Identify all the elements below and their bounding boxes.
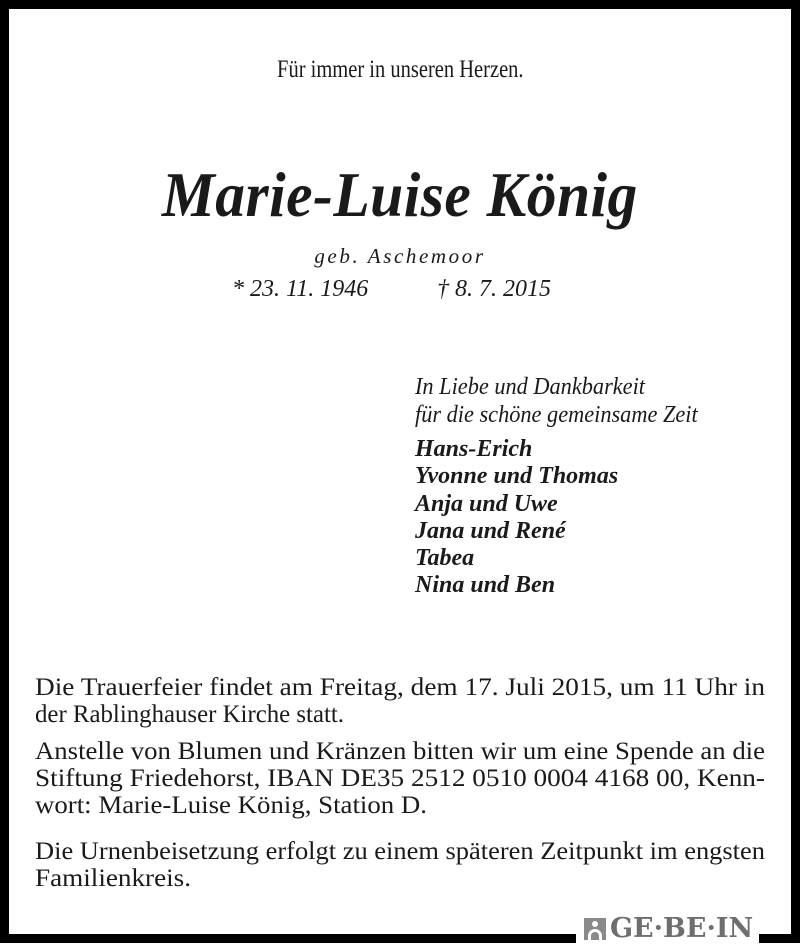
deceased-name [0, 158, 800, 232]
mourner-name: Hans-Erich [415, 436, 533, 462]
paragraph-line: der Rablinghauser Kirche statt. [35, 701, 344, 728]
motto [0, 56, 800, 84]
mourner-name: Yvonne und Thomas [415, 463, 619, 490]
publisher-logo-text: GE·BE·IN [610, 913, 754, 944]
paragraph-line: Familienkreis. [35, 865, 191, 892]
mourner-name: Anja und Uwe [415, 490, 558, 517]
paragraph-line: Die Urnenbeisetzung erfolgt zu einem späteren Zeitpunkt im engsten [35, 838, 765, 865]
publisher-logo [576, 912, 759, 946]
deceased-name-text: Marie-Luise König [162, 159, 638, 230]
dedication-line: für die schöne gemeinsame Zeit [415, 402, 698, 428]
person-arch-icon [584, 918, 606, 940]
paragraph-line: Die Trauerfeier findet am Freitag, dem 17. Juli 2015, um 11 Uhr in [35, 674, 765, 701]
paragraph-line: Stiftung Friedehorst, IBAN DE35 2512 0510 0004 4168 00, Kenn- [35, 765, 765, 792]
mourners-block [415, 373, 719, 600]
dedication-line: In Liebe und Dankbarkeit [415, 374, 645, 400]
donation-info-paragraph [35, 738, 765, 819]
mourner-name: Jana und René [415, 517, 566, 544]
mourner-list [415, 436, 719, 600]
paragraph-line: wort: Marie-Luise König, Station D. [35, 792, 427, 819]
funeral-info-paragraph [35, 674, 765, 728]
motto-text: Für immer in unseren Herzen. [276, 56, 524, 83]
maiden-name: geb. Aschemoor [314, 244, 486, 268]
birth-date: * 23. 11. 1946 [232, 276, 369, 302]
mourner-name: Nina und Ben [415, 572, 556, 599]
death-date: † 8. 7. 2015 [437, 276, 551, 302]
mourner-name: Tabea [415, 545, 475, 572]
burial-info-paragraph [35, 838, 765, 892]
paragraph-line: Anstelle von Blumen und Kränzen bitten wir um eine Spende an die [35, 738, 765, 765]
